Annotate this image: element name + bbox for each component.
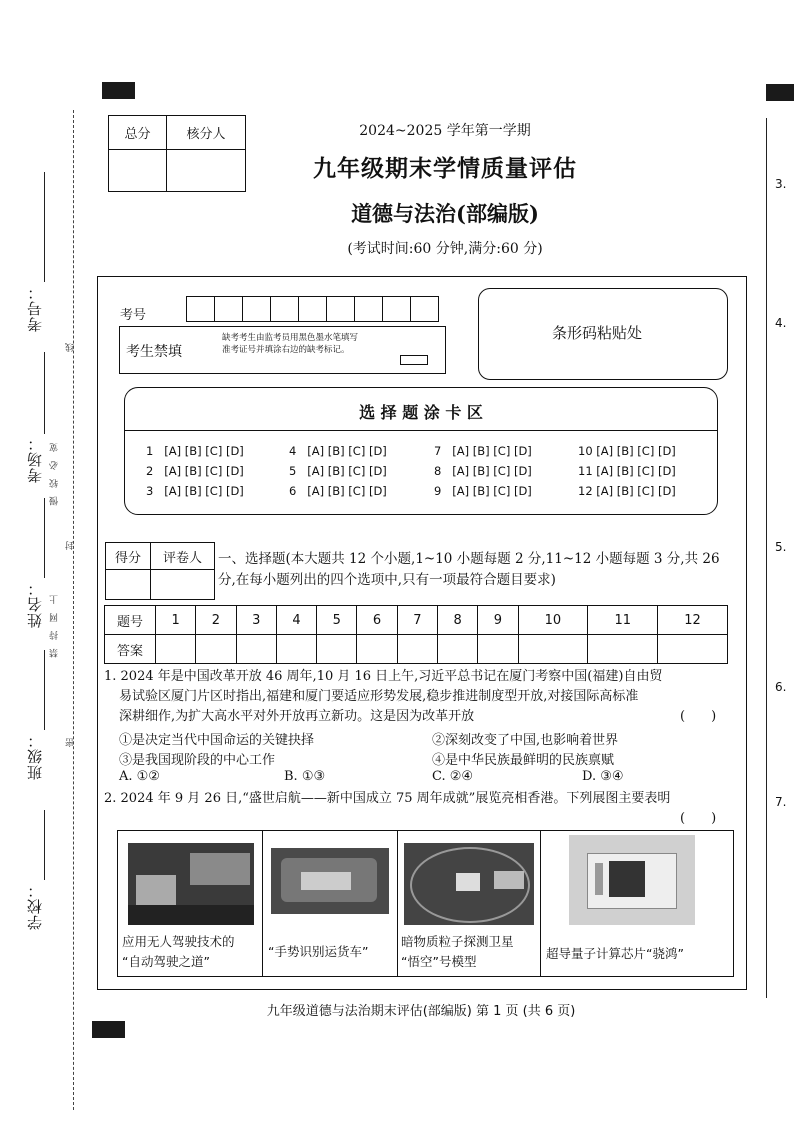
answer-cell[interactable] bbox=[357, 635, 397, 664]
seal-text-note-2: 禁 持 网 上 bbox=[50, 592, 60, 658]
subject-title: 道德与法治(部编版) bbox=[351, 201, 539, 226]
page-footer: 九年级道德与法治期末评估(部编版) 第 1 页 (共 6 页) bbox=[266, 1004, 576, 1019]
choice-item-2[interactable]: 2 [A] [B] [C] [D] bbox=[146, 464, 244, 478]
section1-grader-label: 评卷人 bbox=[151, 543, 215, 570]
choice-area-divider bbox=[124, 430, 718, 431]
choice-item-7[interactable]: 7 [A] [B] [C] [D] bbox=[434, 444, 532, 458]
grid-number: 10 bbox=[518, 606, 588, 635]
choice-item-4[interactable]: 4 [A] [B] [C] [D] bbox=[289, 444, 387, 458]
q1-line-3: 深耕细作,为扩大高水平对外开放再立新功。这是因为改革开放 bbox=[119, 709, 475, 724]
next-page-q4: 4. bbox=[775, 316, 787, 330]
answer-cell[interactable] bbox=[588, 635, 658, 664]
exam-info: (考试时间:60 分钟,满分:60 分) bbox=[347, 241, 543, 257]
exam-number-label: 考号 bbox=[120, 308, 147, 323]
next-page-q7: 7. bbox=[775, 795, 787, 809]
choice-item-12[interactable]: 12 [A] [B] [C] [D] bbox=[578, 484, 676, 498]
q1-statement-2: ②深刻改变了中国,也影响着世界 bbox=[432, 733, 619, 748]
q1-option-d[interactable]: D. ③④ bbox=[582, 769, 624, 784]
next-page-q5: 5. bbox=[775, 540, 787, 554]
grid-number: 7 bbox=[397, 606, 437, 635]
caption-line: 超导量子计算芯片“骁鸿” bbox=[546, 946, 684, 961]
checker-label: 核分人 bbox=[167, 116, 246, 150]
section1-grader-cell[interactable] bbox=[151, 570, 215, 600]
exam-title: 九年级期末学情质量评估 bbox=[313, 155, 577, 182]
answer-cell[interactable] bbox=[196, 635, 236, 664]
total-score-label: 总分 bbox=[109, 116, 167, 150]
side-label-school: 学校： bbox=[26, 882, 44, 930]
field-line-class bbox=[44, 650, 45, 730]
seal-text-mi: 密 bbox=[66, 735, 76, 747]
side-label-class: 班级： bbox=[26, 732, 44, 780]
caption-quantum-chip bbox=[546, 944, 732, 964]
choice-item-11[interactable]: 11 [A] [B] [C] [D] bbox=[578, 464, 676, 478]
photo-quantum-chip bbox=[569, 835, 695, 925]
grid-number: 12 bbox=[658, 606, 728, 635]
q1-option-b[interactable]: B. ①③ bbox=[284, 769, 326, 784]
answer-grid-answer-row bbox=[105, 635, 728, 664]
caption-line: “手势识别运货车” bbox=[268, 944, 369, 959]
q1-statement-4: ④是中华民族最鲜明的民族禀赋 bbox=[432, 753, 615, 768]
photo-autonomous-driving bbox=[128, 843, 254, 925]
term-title: 2024~2025 学年第一学期 bbox=[359, 123, 531, 139]
q1-option-a[interactable]: A. ①② bbox=[119, 769, 160, 784]
answer-cell[interactable] bbox=[236, 635, 276, 664]
choice-item-10[interactable]: 10 [A] [B] [C] [D] bbox=[578, 444, 676, 458]
q1-statement-3: ③是我国现阶段的中心工作 bbox=[119, 753, 276, 768]
grid-number: 3 bbox=[236, 606, 276, 635]
side-label-kaohao: 考号： bbox=[26, 284, 44, 332]
field-line-name bbox=[44, 498, 45, 578]
absence-note: 缺考考生由监考员用黑色墨水笔填写准考证号并填涂右边的缺考标记。 bbox=[222, 333, 359, 355]
side-label-kaochang: 考场： bbox=[26, 435, 44, 483]
seal-text-feng: 封 bbox=[66, 538, 76, 550]
exhibit-divider bbox=[397, 830, 398, 977]
answer-cell[interactable] bbox=[478, 635, 518, 664]
answer-cell[interactable] bbox=[276, 635, 316, 664]
next-page-q6: 6. bbox=[775, 680, 787, 694]
q1-option-c[interactable]: C. ②④ bbox=[432, 769, 474, 784]
side-label-name: 姓名： bbox=[26, 580, 44, 628]
grid-number: 1 bbox=[156, 606, 196, 635]
checker-cell[interactable] bbox=[167, 150, 246, 192]
caption-gesture-cart bbox=[268, 942, 396, 962]
grid-number: 5 bbox=[317, 606, 357, 635]
exhibit-divider bbox=[262, 830, 263, 977]
barcode-label: 条形码粘贴处 bbox=[552, 324, 643, 342]
registration-mark-top-left bbox=[102, 82, 135, 99]
answer-grid-header-row bbox=[105, 606, 728, 635]
choice-item-3[interactable]: 3 [A] [B] [C] [D] bbox=[146, 484, 244, 498]
q1-bracket[interactable]: ( ) bbox=[680, 709, 717, 724]
section1-score-cell[interactable] bbox=[106, 570, 151, 600]
section1-score-label: 得分 bbox=[106, 543, 151, 570]
section1-score-table bbox=[105, 542, 215, 600]
registration-mark-top-right bbox=[766, 84, 794, 101]
choice-item-8[interactable]: 8 [A] [B] [C] [D] bbox=[434, 464, 532, 478]
answer-cell[interactable] bbox=[658, 635, 728, 664]
exhibit-divider bbox=[540, 830, 541, 977]
total-score-cell[interactable] bbox=[109, 150, 167, 192]
binding-dashed-line bbox=[73, 110, 74, 1110]
caption-wukong bbox=[401, 932, 539, 972]
caption-line: “悟空”号模型 bbox=[401, 954, 477, 969]
choice-item-6[interactable]: 6 [A] [B] [C] [D] bbox=[289, 484, 387, 498]
field-line-kaohao bbox=[44, 172, 45, 282]
grid-number: 9 bbox=[478, 606, 518, 635]
q1-statement-1: ①是决定当代中国命运的关键抉择 bbox=[119, 733, 315, 748]
grid-number: 6 bbox=[357, 606, 397, 635]
grid-number: 2 bbox=[196, 606, 236, 635]
field-line-kaochang bbox=[44, 352, 45, 434]
field-line-school bbox=[44, 810, 45, 880]
caption-line: 暗物质粒子探测卫星 bbox=[401, 934, 514, 949]
caption-line: 应用无人驾驶技术的 bbox=[122, 934, 235, 949]
seal-text-xian: 线 bbox=[66, 340, 76, 352]
section1-instructions: 一、选择题(本大题共 12 个小题,1~10 小题每题 2 分,11~12 小题每题 3 分,共 26 分,在每小题列出的四个选项中,只有一项最符合题目要求) bbox=[218, 551, 720, 588]
caption-autonomous-driving bbox=[122, 932, 262, 972]
caption-line: “自动驾驶之道” bbox=[122, 954, 210, 969]
answer-cell[interactable] bbox=[317, 635, 357, 664]
forbidden-label: 考生禁填 bbox=[126, 344, 182, 360]
answer-grid-header: 题号 bbox=[105, 606, 156, 635]
registration-mark-bottom-left bbox=[92, 1021, 125, 1038]
photo-wukong-satellite bbox=[404, 843, 534, 925]
grid-number: 11 bbox=[588, 606, 658, 635]
grid-number: 4 bbox=[276, 606, 316, 635]
choice-area-title: 选 择 题 涂 卡 区 bbox=[359, 403, 483, 422]
answer-cell[interactable] bbox=[518, 635, 588, 664]
grid-number: 8 bbox=[437, 606, 477, 635]
answer-grid-answer-label: 答案 bbox=[105, 635, 156, 664]
answer-cell[interactable] bbox=[156, 635, 196, 664]
answer-grid bbox=[104, 605, 728, 664]
choice-item-9[interactable]: 9 [A] [B] [C] [D] bbox=[434, 484, 532, 498]
answer-cell[interactable] bbox=[397, 635, 437, 664]
next-page-border bbox=[766, 118, 767, 998]
q2-bracket[interactable]: ( ) bbox=[680, 811, 717, 826]
exam-number-boxes[interactable] bbox=[186, 296, 439, 322]
choice-item-5[interactable]: 5 [A] [B] [C] [D] bbox=[289, 464, 387, 478]
seal-text-note-1: 慢 较 必 宽 bbox=[50, 440, 60, 506]
next-page-q3: 3. bbox=[775, 177, 787, 191]
choice-item-1[interactable]: 1 [A] [B] [C] [D] bbox=[146, 444, 244, 458]
total-score-table bbox=[108, 115, 246, 192]
q1-line-1: 1. 2024 年是中国改革开放 46 周年,10 月 16 日上午,习近平总书记在厦门考察中国(福建)自由贸 bbox=[104, 669, 663, 684]
photo-gesture-cart bbox=[271, 848, 389, 914]
absence-mark-box[interactable] bbox=[400, 355, 428, 365]
q1-line-2: 易试验区厦门片区时指出,福建和厦门要适应形势发展,稳步推进制度型开放,对接国际高标准 bbox=[119, 689, 639, 704]
q2-line-1: 2. 2024 年 9 月 26 日,“盛世启航——新中国成立 75 周年成就”展览亮相香港。下列展图主要表明 bbox=[104, 791, 671, 806]
answer-cell[interactable] bbox=[437, 635, 477, 664]
